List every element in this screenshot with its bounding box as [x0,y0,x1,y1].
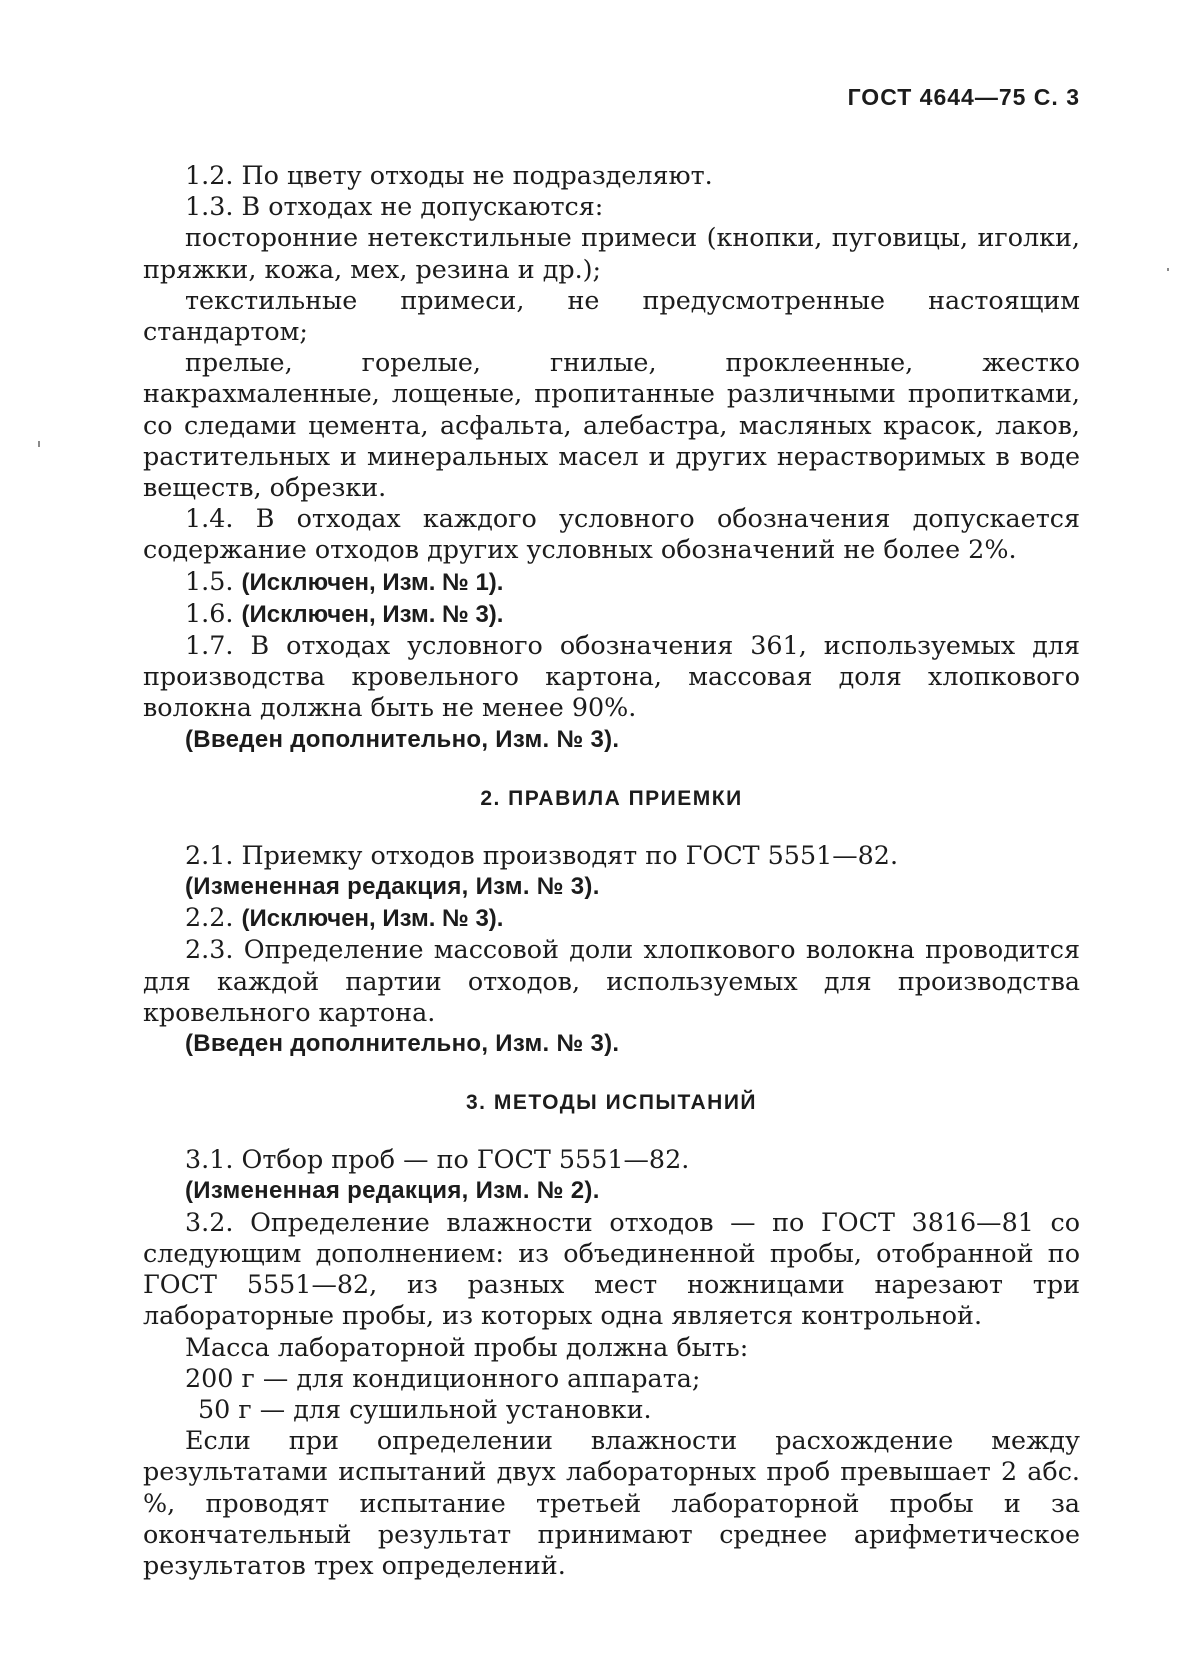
paragraph-1-7: 1.7. В отходах условного обозначения 361, используемых для производства кровельного картона, массовая доля хлопкового волокна должна быть не менее 90%. [143,630,1080,723]
amendment-note-1-7: (Введен дополнительно, Изм. № 3). [185,725,620,753]
scan-speck-right [1167,268,1169,271]
paragraph-2-1: 2.1. Приемку отходов производят по ГОСТ 5551—82. [185,839,899,870]
list-item: текстильные примеси, не предусмотренные настоящим стандартом; [143,284,1080,347]
paragraph-1-4: 1.4. В отходах каждого условного обозначения допускается содержание отходов других условных обозначений не более 2%. [143,503,1080,565]
mass-item: 50 г — для сушильной установки. [198,1393,652,1424]
section-3-title: 3. МЕТОДЫ ИСПЫТАНИЙ [466,1091,757,1115]
paragraph-final: Если при определении влажности расхождение между результатами испытаний двух лабораторных проб превышает 2 абс. %, проводят испытание третьей лабораторной пробы и за окончательный результат принимают среднее арифметическое результатов трех определений. [143,1425,1080,1580]
list-item: прелые, горелые, гнилые, проклеенные, жестко накрахмаленные, лощеные, пропитанные различными пропитками, со следами цемента, асфальта, алебастра, масляных красок, лаков, растительных и минеральных масел и других нерастворимых в воде веществ, обрезки. [143,347,1080,503]
amendment-note-3-1: (Измененная редакция, Изм. № 2). [185,1177,600,1205]
paragraph-number: 1.5. [185,565,234,596]
paragraph-number: 1.6. [185,597,234,628]
document-body [143,160,1080,1581]
amendment-note-2-1: (Измененная редакция, Изм. № 3). [185,873,600,901]
mass-intro: Масса лабораторной пробы должна быть: [185,1331,749,1362]
amendment-note-2-3: (Введен дополнительно, Изм. № 3). [185,1030,620,1058]
section-2-title: 2. ПРАВИЛА ПРИЕМКИ [480,786,743,810]
document-page [143,0,1080,1679]
amendment-note: (Исключен, Изм. № 3). [241,905,504,933]
paragraph-number: 2.2. [185,902,234,933]
list-item: посторонние нетекстильные примеси (кнопки, пуговицы, иголки, пряжки, кожа, мех, резина и др.); [143,222,1080,284]
paragraph-1-3: 1.3. В отходах не допускаются: [185,191,604,222]
paragraph-3-2: 3.2. Определение влажности отходов — по ГОСТ 3816—81 со следующим дополнением: из объединенной пробы, отобранной по ГОСТ 5551—82, из разных мест ножницами нарезают три лабораторные пробы, из которых одна является контрольной. [143,1206,1080,1331]
mass-item: 200 г — для кондиционного аппарата; [185,1362,701,1393]
paragraph-2-3: 2.3. Определение массовой доли хлопкового волокна проводится для каждой партии отходов, используемых для производства кровельного картона. [143,934,1080,1027]
paragraph-1-2: 1.2. По цвету отходы не подразделяют. [185,160,713,190]
running-header: ГОСТ 4644—75 С. 3 [847,84,1080,110]
amendment-note: (Исключен, Изм. № 1). [241,568,504,596]
paragraph-2-2 [143,902,1080,934]
paragraph-3-1: 3.1. Отбор проб — по ГОСТ 5551—82. [185,1144,690,1175]
amendment-note: (Исключен, Изм. № 3). [241,600,504,628]
paragraph-1-6 [143,598,1080,630]
paragraph-1-5 [143,566,1080,598]
scan-speck-left [38,441,40,447]
